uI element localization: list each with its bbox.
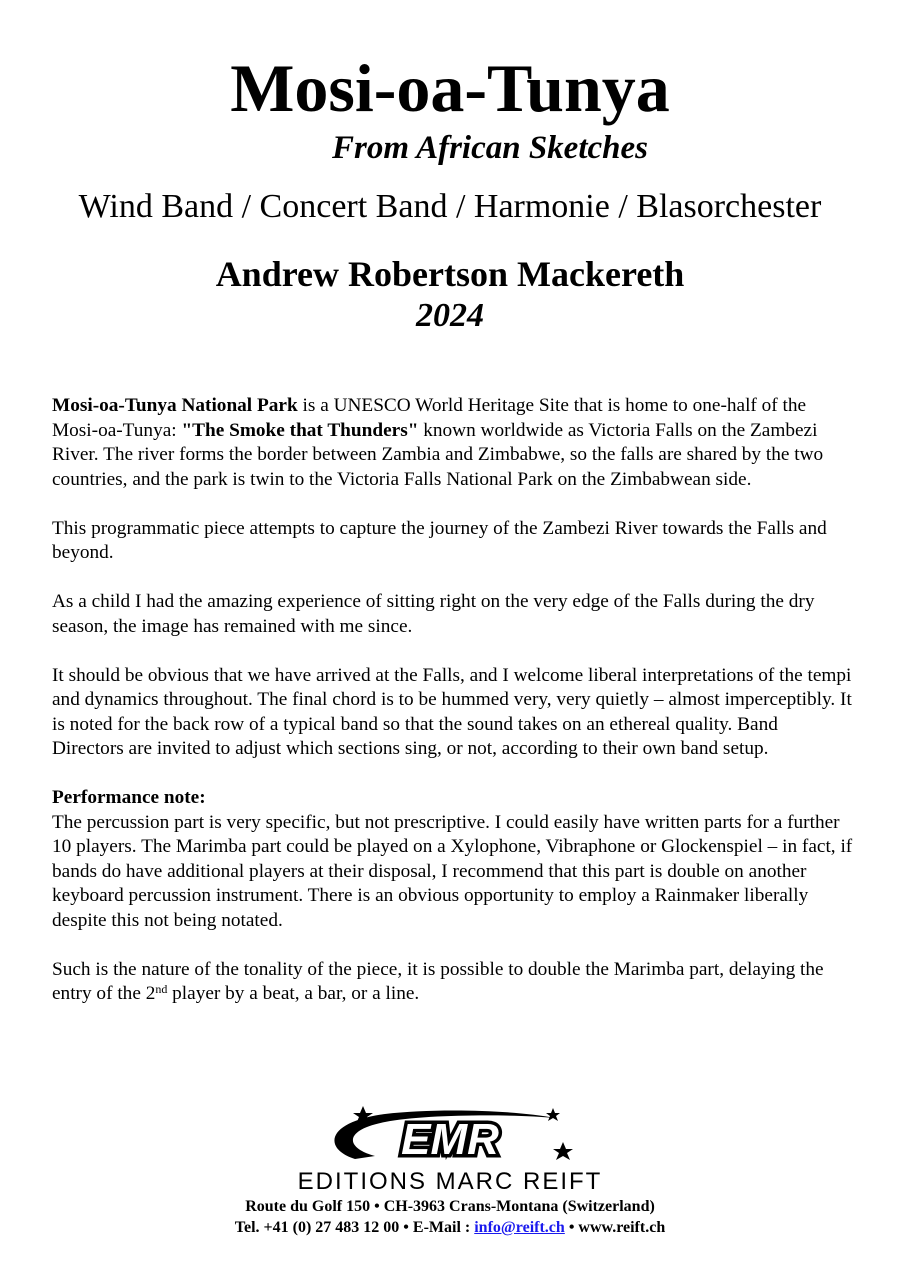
composition-year: 2024 — [416, 297, 484, 334]
paragraph-childhood: As a child I had the amazing experience of sitting right on the very edge of the Falls during the dry season, the image has remained with me since. — [52, 591, 815, 637]
performance-heading: Performance note: — [52, 787, 206, 808]
logo-text: EMR — [401, 1115, 499, 1164]
paragraph-program: This programmatic piece attempts to capture the journey of the Zambezi River towards the Falls and beyond. — [52, 517, 827, 563]
program-notes — [52, 394, 854, 1031]
subtitle: From African Sketches — [332, 130, 648, 166]
publisher-address: Route du Golf 150 • CH-3963 Crans-Montana (Switzerland) — [245, 1198, 655, 1215]
composer-name: Andrew Robertson Mackereth — [215, 254, 685, 294]
emr-logo-icon — [315, 1104, 585, 1168]
page-title: Mosi-oa-Tunya — [230, 50, 670, 126]
ensemble-line: Wind Band / Concert Band / Harmonie / Blasorchester — [78, 188, 822, 225]
smoke-quote: "The Smoke that Thunders" — [181, 419, 419, 441]
paragraph-interpretation: It should be obvious that we have arrived at the Falls, and I welcome liberal interpretations of the tempi and dynamics throughout. The final chord is to be hummed very, very quietly – almost imperceptibly. It is noted for the back row of a typical band so that the sound takes on an ethereal quality. Band Directors are invited to adjust which sections sing, or not, according to their own band setup. — [52, 664, 852, 759]
publisher-contact: Tel. +41 (0) 27 483 12 00 • E-Mail : info@reift.ch • www.reift.ch — [234, 1219, 666, 1236]
paragraph-intro: Mosi-oa-Tunya National Park is a UNESCO World Heritage Site that is home to one-half of the Mosi-oa-Tunya: "The Smoke that Thunders" known worldwide as Victoria Falls on the Zambezi River. The river forms the border between Zambia and Zimbabwe, so the falls are shared by the two countries, and the park is twin to the Victoria Falls National Park on the Zimbabwean side. — [52, 395, 824, 490]
paragraph-doubling: Such is the nature of the tonality of the piece, it is possible to double the Marimba part, delaying the entry of the 2nd player by a beat, a bar, or a line. — [52, 958, 824, 1004]
paragraph-performance: Performance note: The percussion part is very specific, but not prescriptive. I could easily have written parts for a further 10 players. The Marimba part could be played on a Xylophone, Vibraphone or Glockenspiel – in fact, if bands do have additional players at their disposal, I recommend that this part is double on another keyboard percussion instrument. There is an obvious opportunity to employ a Rainmaker liberally despite this not being notated. — [52, 787, 853, 931]
email-link[interactable]: info@reift.ch — [474, 1219, 565, 1236]
park-name: Mosi-oa-Tunya National Park — [52, 395, 298, 416]
publisher-name: EDITIONS MARC REIFT — [297, 1168, 603, 1195]
publisher-logo — [0, 1104, 900, 1168]
